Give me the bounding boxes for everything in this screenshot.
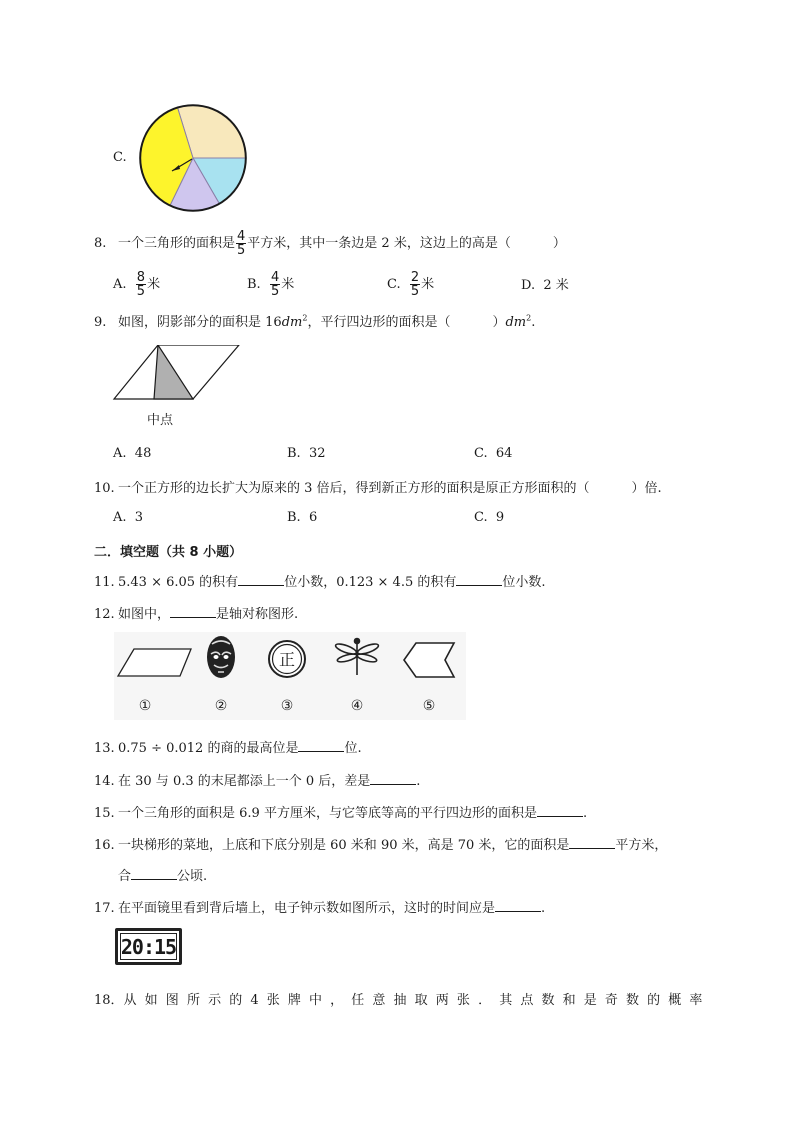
shape-label-4: ④ bbox=[350, 698, 364, 714]
shape-opera-mask bbox=[207, 636, 235, 678]
question-13: 13. 0.75 ÷ 0.012 的商的最高位是 位. bbox=[94, 741, 362, 756]
question-14: 14. 在 30 与 0.3 的末尾都添上一个 0 后，差是 . bbox=[94, 774, 421, 789]
q10-number: 10. bbox=[94, 481, 115, 496]
question-11: 11. 5.43 × 6.05 的积有 位小数，0.123 × 4.5 的积有 位小数. bbox=[94, 575, 546, 590]
q15-blank[interactable] bbox=[537, 804, 583, 817]
q16-blank-1[interactable] bbox=[569, 836, 615, 849]
question-12: 12. 如图中， 是轴对称图形. bbox=[94, 607, 299, 622]
q8-option-a[interactable]: A. $\frac{8}{5}$ 米 bbox=[113, 270, 161, 299]
q9-midpoint-label: 中点 bbox=[147, 413, 174, 428]
q9-text-before: 如图，阴影部分的面积是 16 bbox=[118, 315, 282, 330]
q8-text-after: 平方米，其中一条边是 2 米，这边上的高是（ bbox=[247, 236, 511, 251]
q7-pie-figure bbox=[138, 103, 248, 213]
q9-text-mid: ，平行四边形的面积是（ bbox=[307, 315, 451, 330]
shape-label-1: ① bbox=[138, 698, 152, 714]
question-9: 9. 如图，阴影部分的面积是 $16dm^2$，平行四边形的面积是（ ）$dm^2$. bbox=[94, 313, 536, 330]
question-8 bbox=[94, 230, 566, 257]
q7-option-c-label: C. bbox=[113, 150, 127, 165]
q8-option-b[interactable]: B. $\frac{4}{5}$ 米 bbox=[247, 270, 295, 299]
svg-text:正: 正 bbox=[278, 650, 296, 669]
q9-option-c[interactable]: C. 64 bbox=[474, 446, 513, 461]
section-2-title: 二．填空题（共 8 小题） bbox=[94, 545, 243, 560]
q14-blank[interactable] bbox=[370, 772, 416, 785]
q11-blank-2[interactable] bbox=[456, 573, 502, 586]
question-16: 16. 一块梯形的菜地，上底和下底分别是 60 米和 90 米，高是 70 米，它的面积是 平方米， bbox=[94, 838, 668, 853]
q10-option-c[interactable]: C. 9 bbox=[474, 510, 505, 525]
q9-parallelogram-figure bbox=[112, 345, 244, 430]
q8-fraction: $\frac{4}{5}$ bbox=[237, 229, 246, 258]
q9-option-a[interactable]: A. 48 bbox=[113, 446, 152, 461]
question-18 bbox=[94, 989, 704, 1008]
question-15: 15. 一个三角形的面积是 6.9 平方厘米，与它等底等高的平行四边形的面积是 . bbox=[94, 806, 588, 821]
clock-display: 20:15 bbox=[120, 934, 177, 959]
q12-shapes-figure bbox=[114, 632, 466, 722]
q11-blank-1[interactable] bbox=[238, 573, 284, 586]
q16-blank-2[interactable] bbox=[131, 867, 177, 880]
shape-label-2: ② bbox=[214, 698, 228, 714]
q10-option-a[interactable]: A. 3 bbox=[113, 510, 144, 525]
q9-number: 9. bbox=[94, 315, 107, 330]
q9-option-b[interactable]: B. 32 bbox=[287, 446, 326, 461]
q18-text: 从 如 图 所 示 的 4 张 牌 中 ， 任 意 抽 取 两 张 ． 其 点 数 和 是 奇 数 的 概 率 bbox=[123, 993, 705, 1008]
question-10: 10. 一个正方形的边长扩大为原来的 3 倍后，得到新正方形的面积是原正方形面积的（ ）倍. bbox=[94, 481, 662, 496]
q8-option-d[interactable]: D. 2 米 bbox=[521, 278, 569, 293]
q12-blank[interactable] bbox=[170, 605, 216, 618]
q8-text-before: 一个三角形的面积是 bbox=[118, 236, 236, 251]
q17-blank[interactable] bbox=[495, 899, 541, 912]
q10-text: 一个正方形的边长扩大为原来的 3 倍后，得到新正方形的面积是原正方形面积的（ bbox=[118, 481, 590, 496]
q10-option-b[interactable]: B. 6 bbox=[287, 510, 318, 525]
q8-option-c[interactable]: C. $\frac{2}{5}$ 米 bbox=[387, 270, 435, 299]
q17-digital-clock bbox=[115, 928, 182, 965]
q13-blank[interactable] bbox=[298, 739, 344, 752]
shape-label-3: ③ bbox=[280, 698, 294, 714]
shape-circled-zheng bbox=[269, 641, 305, 677]
q8-close-paren: ） bbox=[552, 236, 566, 251]
q18-number: 18． bbox=[94, 993, 124, 1008]
question-16-line-2: 合 公顷. bbox=[118, 869, 208, 884]
shape-label-5: ⑤ bbox=[422, 698, 436, 714]
q8-number: 8. bbox=[94, 236, 107, 251]
question-17: 17. 在平面镜里看到背后墙上，电子钟示数如图所示，这时的时间应是 . bbox=[94, 901, 546, 916]
